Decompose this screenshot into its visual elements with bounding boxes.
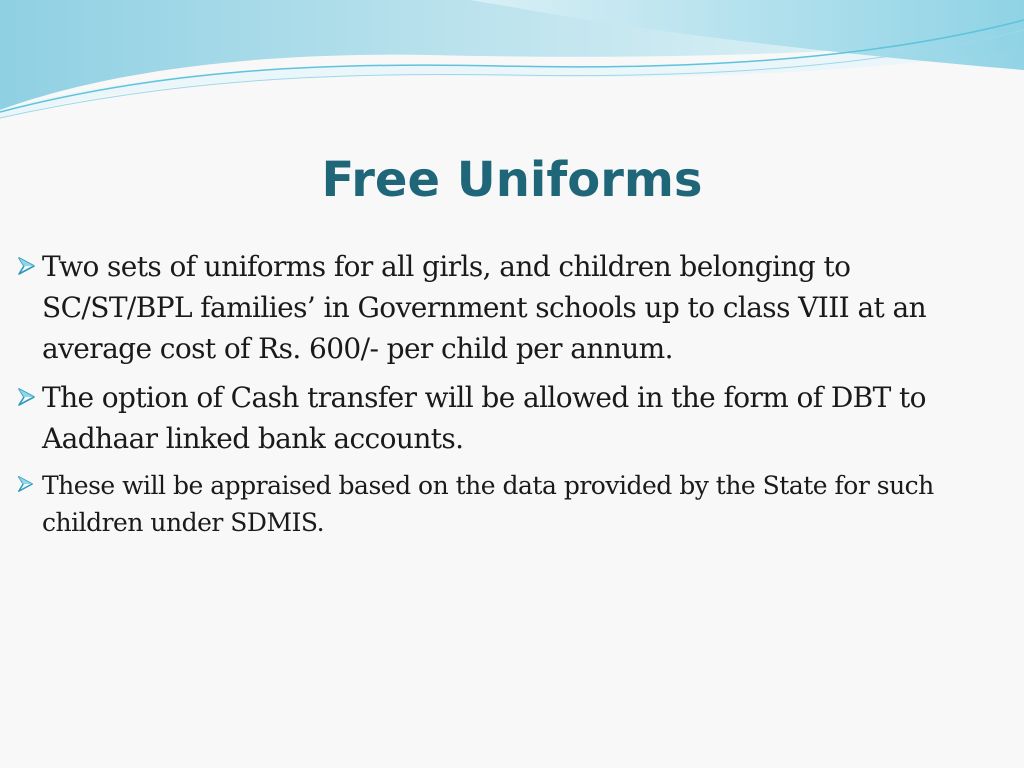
arrow-bullet-icon	[16, 256, 36, 276]
bullet-item	[16, 377, 1006, 459]
arrow-bullet-icon	[16, 387, 36, 407]
bullet-item	[16, 467, 1006, 541]
arrow-bullet-icon	[16, 475, 34, 493]
bullet-text: These will be appraised based on the data provided by the State for such children under SDMIS.	[42, 471, 934, 537]
bullet-text: Two sets of uniforms for all girls, and children belonging to SC/ST/BPL families’ in Government schools up to class VIII at an average cost of Rs. 600/- per child per annum.	[42, 250, 927, 365]
bullet-text: The option of Cash transfer will be allowed in the form of DBT to Aadhaar linked bank accounts.	[42, 381, 926, 455]
header-wave-decoration	[0, 0, 1024, 120]
bullet-list	[16, 246, 1006, 541]
slide-title: Free Uniforms	[321, 152, 703, 208]
bullet-item	[16, 246, 1006, 369]
